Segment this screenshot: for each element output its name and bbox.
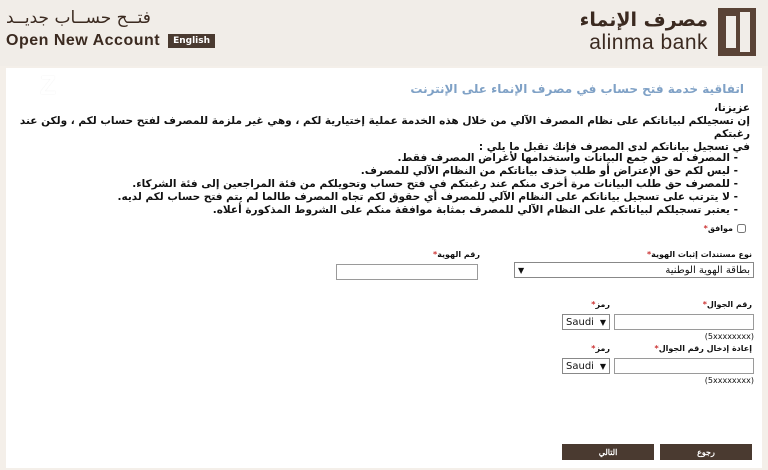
page-title: اتفاقية خدمة فتح حساب في مصرف الإنماء على الإنترنت [410, 82, 744, 96]
intro-line-1: إن تسجيلكم لبياناتكم على نظام المصرف الآلي من خلال هذه الخدمة عملية إختيارية لكم ، وهي غير ملزمة للمصرف لفتح حساب لكم ، ولكن عند رغبتكم [19, 115, 750, 140]
code2-label: رمز* [591, 344, 610, 353]
term-item: - ليس لكم حق الإعتراض أو طلب حذف بياناتكم من النظام الآلي للمصرف. [38, 165, 738, 178]
id-type-label: نوع مستندات إثبات الهوية* [646, 250, 752, 259]
country-code-select[interactable] [562, 314, 610, 330]
agree-label: موافق* [703, 224, 733, 233]
country-code-value: Saudi [566, 316, 594, 328]
intro-line-2: في تسجيل بياناتكم لدى المصرف فإنك تقبل ما يلي : [478, 141, 750, 153]
term-item: - يعتبر تسجيلكم لبياناتكم على النظام الآلي للمصرف بمثابة موافقة منكم على الشروط المذكورة أعلاه. [38, 204, 738, 217]
required-mark: * [646, 250, 652, 259]
agreement-panel [6, 68, 762, 468]
chevron-down-icon: ▼ [518, 265, 525, 275]
required-mark: * [702, 300, 707, 309]
agree-row [704, 224, 746, 233]
term-item: - للمصرف حق طلب البيانات مرة أخرى منكم عند رغبتكم في فتح حساب وتحويلكم من فئة المراجعين إلى فئة الشركاء. [38, 178, 738, 191]
open-account-title-en: Open New Account [6, 32, 161, 49]
mobile-confirm-hint: (5xxxxxxxx) [704, 376, 754, 385]
mobile-label: رقم الجوال* [702, 300, 752, 309]
header [0, 0, 768, 66]
id-number-label: رقم الهوية* [433, 250, 480, 259]
id-type-select[interactable] [514, 262, 754, 278]
open-account-title-ar: فتــح حســاب جديــد [6, 8, 151, 28]
logo-mark-icon [718, 8, 756, 56]
alinma-logo[interactable] [580, 8, 756, 56]
logo-text-en: alinma bank [589, 31, 708, 54]
required-mark: * [591, 300, 596, 309]
english-language-button[interactable]: English [168, 34, 215, 48]
chevron-down-icon: ▼ [599, 361, 606, 371]
mobile-input[interactable] [614, 314, 754, 330]
country-code-select-2[interactable] [562, 358, 610, 374]
next-button[interactable]: التالي [562, 444, 654, 460]
open-account-heading [6, 8, 215, 50]
chevron-down-icon: ▼ [599, 317, 606, 327]
ghost-letter: Z [40, 70, 56, 100]
required-mark: * [654, 344, 659, 353]
id-type-value: بطاقة الهوية الوطنية [665, 264, 750, 276]
country-code-value-2: Saudi [566, 360, 594, 372]
terms-list [38, 152, 738, 217]
agree-checkbox[interactable] [737, 224, 746, 233]
required-mark: * [591, 344, 596, 353]
intro-text [10, 102, 750, 154]
required-mark: * [433, 250, 438, 259]
required-mark: * [703, 224, 708, 233]
logo-text-ar: مصرف الإنماء [579, 9, 708, 31]
code-label: رمز* [591, 300, 610, 309]
term-item: - المصرف له حق جمع البيانات واستخدامها لأغراض المصرف فقط. [38, 152, 738, 165]
mobile-confirm-label: إعادة إدخال رقم الجوال* [654, 344, 752, 353]
greeting: عزيزنا، [713, 102, 750, 114]
mobile-confirm-input[interactable] [614, 358, 754, 374]
term-item: - لا يترتب على تسجيل بياناتكم على النظام الآلي للمصرف أي حقوق لكم تجاه المصرف طالما لم يتم فتح حساب لكم لديه. [38, 191, 738, 204]
mobile-hint: (5xxxxxxxx) [704, 332, 754, 341]
back-button[interactable]: رجوع [660, 444, 752, 460]
id-number-input[interactable] [336, 264, 478, 280]
